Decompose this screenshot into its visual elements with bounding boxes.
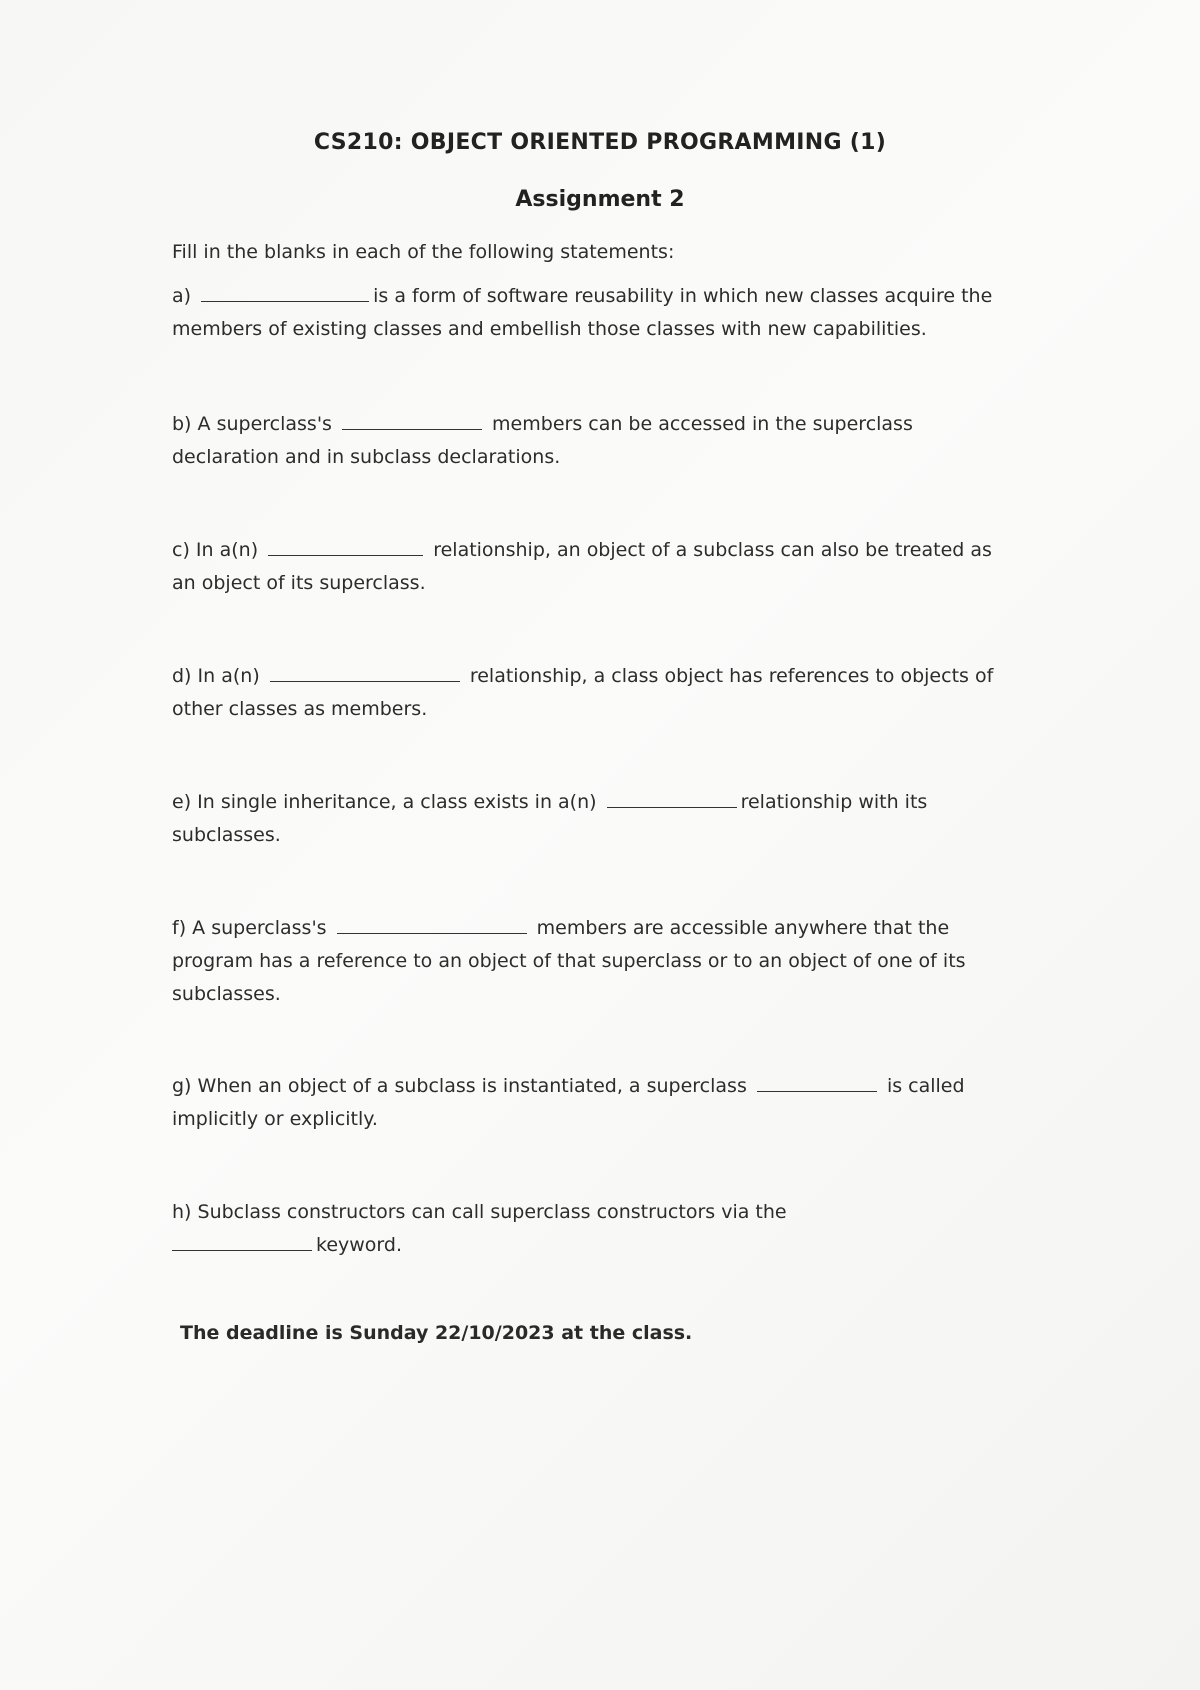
question-label: h) xyxy=(172,1201,192,1223)
instructions: Fill in the blanks in each of the following statements: xyxy=(172,241,675,263)
question-label: b) xyxy=(172,413,192,435)
question-text-before: In a(n) xyxy=(195,539,259,561)
answer-blank xyxy=(757,1073,877,1092)
assignment-title: Assignment 2 xyxy=(515,187,685,212)
question-c xyxy=(172,534,1012,600)
question-label: e) xyxy=(172,791,192,813)
question-d xyxy=(172,660,1012,726)
question-text-before: A superclass's xyxy=(192,917,327,939)
answer-blank xyxy=(172,1232,312,1251)
question-label: d) xyxy=(172,665,192,687)
question-text-before: When an object of a subclass is instantiated, a superclass xyxy=(197,1075,747,1097)
question-text-after: members can be accessed in the superclass declaration and in subclass declarations. xyxy=(172,413,913,468)
answer-blank xyxy=(337,915,527,934)
answer-blank xyxy=(201,283,369,302)
answer-blank xyxy=(270,663,460,682)
question-g xyxy=(172,1070,1012,1136)
question-text-after: is called implicitly or explicitly. xyxy=(172,1075,965,1130)
answer-blank xyxy=(268,537,423,556)
course-title: CS210: OBJECT ORIENTED PROGRAMMING (1) xyxy=(313,130,887,155)
question-a xyxy=(172,280,1012,346)
question-label: f) xyxy=(172,917,187,939)
question-text-after: relationship, an object of a subclass can also be treated as an object of its superclass. xyxy=(172,539,992,594)
answer-blank xyxy=(342,411,482,430)
deadline-note: The deadline is Sunday 22/10/2023 at the class. xyxy=(180,1322,693,1344)
question-label: c) xyxy=(172,539,190,561)
question-e xyxy=(172,786,1012,852)
question-text-before: In single inheritance, a class exists in a(n) xyxy=(197,791,597,813)
question-text-before: In a(n) xyxy=(197,665,260,687)
answer-blank xyxy=(607,789,737,808)
question-text-before: A superclass's xyxy=(197,413,332,435)
question-text-before: Subclass constructors can call superclass constructors via the xyxy=(197,1201,787,1223)
question-b xyxy=(172,408,1012,474)
question-text-after: relationship with its subclasses. xyxy=(172,791,928,846)
question-f xyxy=(172,912,1012,1011)
question-label: a) xyxy=(172,285,192,307)
question-text-after: is a form of software reusability in which new classes acquire the members of existing classes and embellish those classes with new capabilities. xyxy=(172,285,993,340)
question-label: g) xyxy=(172,1075,192,1097)
question-text-after: relationship, a class object has references to objects of other classes as members. xyxy=(172,665,994,720)
question-h xyxy=(172,1196,1012,1262)
question-text-after: members are accessible anywhere that the program has a reference to an object of that superclass or to an object of one of its subclasses. xyxy=(172,917,966,1005)
question-text-after: keyword. xyxy=(316,1234,403,1256)
